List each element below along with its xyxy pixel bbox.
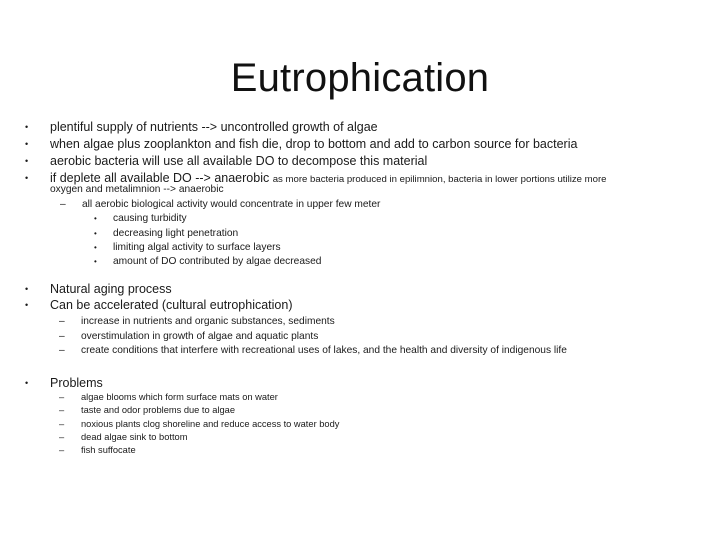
bullet-text: plentiful supply of nutrients --> uncontrolled growth of algae xyxy=(50,120,378,134)
sub-bullet-item xyxy=(59,404,236,416)
bullet-icon: • xyxy=(25,300,29,310)
sub-bullet-item xyxy=(59,431,188,443)
sub-sub-bullet-item xyxy=(94,227,239,240)
dash-icon: – xyxy=(59,331,65,342)
sub-sub-bullet-item xyxy=(94,255,322,268)
bullet-icon: • xyxy=(94,229,97,238)
bullet-icon: • xyxy=(25,378,29,388)
sub-sub-bullet-item xyxy=(94,212,187,225)
dash-icon: – xyxy=(59,419,65,429)
sub-bullet-text: dead algae sink to bottom xyxy=(81,432,188,442)
bullet-icon: • xyxy=(25,173,29,183)
bullet-item xyxy=(25,136,578,152)
sub-bullet-text: increase in nutrients and organic substances, sediments xyxy=(81,316,335,327)
bullet-icon: • xyxy=(25,284,29,294)
sub-sub-bullet-text: causing turbidity xyxy=(113,213,187,224)
sub-bullet-text: algae blooms which form surface mats on water xyxy=(81,392,278,402)
sub-bullet-item xyxy=(59,418,340,430)
sub-bullet-item xyxy=(59,344,567,357)
sub-bullet-text: noxious plants clog shoreline and reduce access to water body xyxy=(81,419,340,429)
sub-bullet-item xyxy=(59,391,278,403)
bullet-text: when algae plus zooplankton and fish die, drop to bottom and add to carbon source for bacteria xyxy=(50,137,578,151)
sub-bullet-item xyxy=(59,330,319,343)
bullet-item xyxy=(25,153,428,169)
bullet-text: Can be accelerated (cultural eutrophication) xyxy=(50,298,293,312)
sub-bullet-text: taste and odor problems due to algae xyxy=(81,405,236,415)
bullet-icon: • xyxy=(25,156,29,166)
sub-sub-bullet-text: decreasing light penetration xyxy=(113,228,239,239)
sub-sub-bullet-item xyxy=(94,241,281,254)
bullet-icon: • xyxy=(25,122,29,132)
dash-icon: – xyxy=(59,405,65,415)
dash-icon: – xyxy=(59,445,65,455)
dash-icon: – xyxy=(59,345,65,356)
bullet-item xyxy=(25,375,103,391)
bullet-icon: • xyxy=(25,139,29,149)
dash-icon: – xyxy=(59,392,65,402)
bullet-text: if deplete all available DO --> anaerobic xyxy=(50,171,273,185)
sub-bullet-text: create conditions that interfere with recreational uses of lakes, and the health and diversity of indigenous life xyxy=(81,345,567,356)
sub-sub-bullet-text: amount of DO contributed by algae decreased xyxy=(113,256,322,267)
dash-icon: – xyxy=(60,199,66,210)
sub-bullet-text: all aerobic biological activity would concentrate in upper few meter xyxy=(82,199,381,210)
bullet-text: aerobic bacteria will use all available DO to decompose this material xyxy=(50,154,428,168)
slide-title: Eutrophication xyxy=(230,56,490,100)
sub-bullet-text: fish suffocate xyxy=(81,445,136,455)
bullet-icon: • xyxy=(94,257,97,266)
bullet-icon: • xyxy=(94,214,97,223)
bullet-item xyxy=(25,119,378,135)
sub-bullet-item xyxy=(59,315,335,328)
bullet-continuation: oxygen and metalimnion --> anaerobic xyxy=(50,184,224,195)
sub-bullet-item xyxy=(59,444,136,456)
bullet-heading: Problems xyxy=(50,376,103,390)
dash-icon: – xyxy=(59,316,65,327)
bullet-item xyxy=(25,281,172,297)
bullet-item xyxy=(25,297,293,313)
sub-bullet-text: overstimulation in growth of algae and aquatic plants xyxy=(81,331,319,342)
bullet-text-detail: as more bacteria produced in epilimnion, bacteria in lower portions utilize more xyxy=(272,174,607,185)
bullet-text: Natural aging process xyxy=(50,282,172,296)
bullet-icon: • xyxy=(94,243,97,252)
sub-sub-bullet-text: limiting algal activity to surface layers xyxy=(113,242,281,253)
sub-bullet-item xyxy=(60,198,381,211)
dash-icon: – xyxy=(59,432,65,442)
